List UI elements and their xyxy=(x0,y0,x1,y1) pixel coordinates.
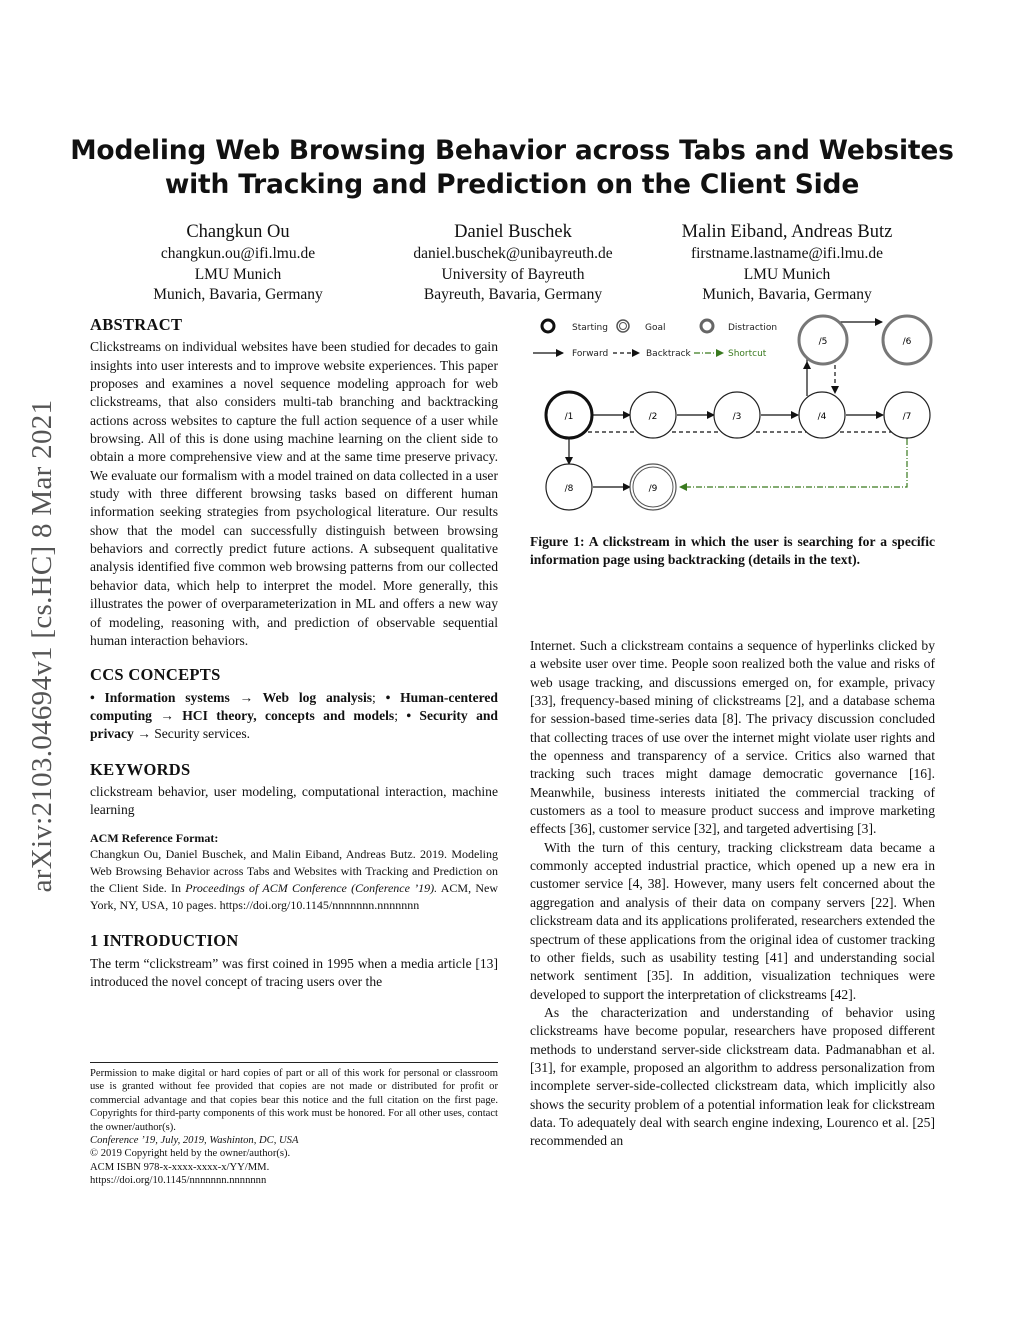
clickstream-diagram xyxy=(527,306,947,526)
node-label: /3 xyxy=(732,412,742,422)
figure-caption: Figure 1: A clickstream in which the user is searching for a specific information page using backtracking (details in the text). xyxy=(530,534,935,568)
node-1-starting xyxy=(546,392,592,438)
legend-shortcut-label: Shortcut xyxy=(728,349,767,359)
ccs-separator: ; xyxy=(394,707,407,723)
ccs-concepts xyxy=(90,689,498,744)
author-location: Munich, Bavaria, Germany xyxy=(702,286,872,303)
arxiv-identifier: arXiv:2103.04694v1 [cs.HC] 8 Mar 2021 xyxy=(26,399,58,893)
edge-shortcut-7-9 xyxy=(680,439,907,487)
legend-goal-inner xyxy=(620,323,627,330)
legend-forward-label: Forward xyxy=(572,349,609,359)
node-8 xyxy=(546,464,592,510)
abstract-heading: ABSTRACT xyxy=(90,315,183,334)
isbn-line: ACM ISBN 978-x-xxxx-xxxx-x/YY/MM. xyxy=(90,1161,270,1173)
node-3 xyxy=(714,392,760,438)
node-4 xyxy=(799,392,845,438)
introduction-text-left: The term “clickstream” was first coined in 1995 when a media article [13] introduced the novel concept of tracing users over the xyxy=(90,955,498,990)
node-label: /1 xyxy=(564,412,574,422)
ccs-separator: ; xyxy=(372,689,386,705)
node-label: /8 xyxy=(564,484,574,494)
copyright-footnote xyxy=(90,1062,498,1188)
ccs-concept-3: • Security and privacy → xyxy=(90,707,498,742)
legend-starting-symbol xyxy=(542,320,554,332)
legend-goal-symbol xyxy=(617,320,629,332)
acm-reference-heading: ACM Reference Format: xyxy=(90,830,219,845)
title-line-2: with Tracking and Prediction on the Client Side xyxy=(164,169,860,200)
node-label: /7 xyxy=(902,412,912,422)
ccs-concept-1: • Information systems → Web log analysis xyxy=(90,689,373,705)
author-name: Malin Eiband, Andreas Butz xyxy=(681,222,893,242)
author-location: Munich, Bavaria, Germany xyxy=(153,286,323,303)
author-affiliation: University of Bayreuth xyxy=(441,265,585,283)
author-email: changkun.ou@ifi.lmu.de xyxy=(160,245,316,262)
introduction-paragraph-3: As the characterization and understanding of behavior using clickstreams have become popular, researchers have proposed different methods to understand server-side clickstream data. Padmanabhan et al. [31], for example, proposed an algorithm to address personalization from incomplete server-side-collected clickstream data, which implicitly also shows the security problem of a potential information leak for clickstream data. To adequately deal with search engine indexing, Lourenco et al. [25] recommended an xyxy=(530,1004,935,1149)
permission-notice: Permission to make digital or hard copies of part or all of this work for personal or classroom use is granted without fee provided that copies are not made or distributed for profit or commercial advantage and that copies bear this notice and the full citation on the first page. Copyrights for third-party components of this work must be honored. For all other uses, contact the owner/author(s). xyxy=(90,1068,498,1133)
acm-reference xyxy=(90,830,498,914)
node-7 xyxy=(884,392,930,438)
introduction-paragraph-2: With the turn of this century, tracking clickstream data became a commonly accepted industrial practice, which opened up a new era in customer service [4, 38]. However, many users felt concerned about the aggregation and analysis of their data on company servers [22]. When clickstream data and its applications proliferated, researchers extended the spectrum of these applications from the original idea of customer tracking to other fields, such as usability testing [41] and understanding social network sentiment [35]. In addition, visualization techniques were developed to support the interpretation of clickstreams [42]. xyxy=(530,839,935,1002)
author-affiliation: LMU Munich xyxy=(194,265,282,283)
author-name: Changkun Ou xyxy=(186,222,290,242)
right-column xyxy=(530,637,935,1151)
node-label: /2 xyxy=(648,412,658,422)
node-9-goal xyxy=(630,464,676,510)
left-column xyxy=(90,316,498,992)
node-6-distraction xyxy=(883,316,931,364)
node-label: /9 xyxy=(648,484,658,494)
author-email: daniel.buschek@unibayreuth.de xyxy=(413,245,613,262)
ccs-concept-2: • Human-centered computing → HCI theory, concepts and models xyxy=(90,689,498,723)
legend-starting-label: Starting xyxy=(572,323,608,333)
introduction-heading: 1 INTRODUCTION xyxy=(90,930,239,950)
node-label: /5 xyxy=(818,337,828,347)
author-block-3 xyxy=(637,220,937,306)
acm-reference-part: Changkun Ou, Daniel Buschek, and Malin Eiband, Andreas Butz. 2019. Modeling Web Browsing Behavior across Tabs and Websites with Tracking and Prediction on the Client Side. In xyxy=(90,846,498,895)
legend-distraction-symbol xyxy=(701,320,713,332)
keywords-text: clickstream behavior, user modeling, computational interaction, machine learning xyxy=(90,783,498,818)
acm-reference-part: ACM, New York, NY, USA, 10 pages. https://doi.org/10.1145/nnnnnnn.nnnnnnn xyxy=(90,880,498,912)
ccs-heading: CCS CONCEPTS xyxy=(90,665,221,685)
legend-goal-label: Goal xyxy=(645,323,666,333)
node-label: /6 xyxy=(902,337,912,347)
author-block-1 xyxy=(88,220,388,306)
paper-title xyxy=(60,134,964,202)
ccs-concept-3-leaf: Security services. xyxy=(150,726,251,742)
node-label: /4 xyxy=(817,412,827,422)
title-line-1: Modeling Web Browsing Behavior across Tabs and Websites xyxy=(70,135,954,166)
doi-line: https://doi.org/10.1145/nnnnnnn.nnnnnnn xyxy=(90,1175,267,1187)
node-5-distraction xyxy=(799,316,847,364)
author-name: Daniel Buschek xyxy=(454,222,572,242)
author-block-2 xyxy=(363,220,663,306)
legend-backtrack-label: Backtrack xyxy=(646,349,691,359)
author-email: firstname.lastname@ifi.lmu.de xyxy=(690,245,884,262)
author-affiliation: LMU Munich xyxy=(743,265,831,283)
copyright-line: © 2019 Copyright held by the owner/author(s). xyxy=(90,1148,291,1160)
abstract-text: Clickstreams on individual websites have been studied for decades to gain insights into user interests and to improve website experiences. This paper proposes and examines a novel sequence modeling approach for web clickstreams, that also considers multi-tab branching and backtracking actions across websites to capture the full action sequence of a user while browsing. All of this is done using machine learning on the client side to obtain a more comprehensive view and at the same time preserve privacy. We evaluate our formalism with a model trained on data collected in a user study with three different browsing tasks based on different human information seeking strategies from psychological literature. Our results show that the model can successfully distinguish between browsing behaviors and correctly predict future actions. A subsequent qualitative analysis identified five common web browsing patterns from our collected behavior data, which help to interpret the model. More generally, this illustrates the power of overparameterization in ML and offers a new way of modeling, reasoning with, and prediction of observable sequential human interaction behaviors. xyxy=(90,339,498,648)
acm-reference-text xyxy=(90,846,498,914)
keywords-heading: KEYWORDS xyxy=(90,759,191,779)
node-2 xyxy=(630,392,676,438)
legend-distraction-label: Distraction xyxy=(728,323,778,333)
author-location: Bayreuth, Bavaria, Germany xyxy=(423,286,603,303)
conference-info: Conference ’19, July, 2019, Washinton, DC, USA xyxy=(90,1135,299,1147)
introduction-paragraph-1: Internet. Such a clickstream contains a sequence of hyperlinks clicked by a website user over time. People soon realized both the value and risks of web usage tracking, and discussions emerged on, for example, privacy [33], frequency-based mining of clickstreams [2], and a database schema for session-based time-series data [8]. The privacy discussion concluded that collecting traces of use over the internet might violate user rights and the openness and transparency of a service. Critics also warned that tracking such traces might damage democratic governance [16]. Meanwhile, business interests initiated the commercial tracking of customers as a tool to measure product success and improve marketing effects [36], customer service [32], and targeted advertising [3]. xyxy=(530,638,935,837)
acm-reference-venue: Proceedings of ACM Conference (Conference ’19). xyxy=(185,880,438,895)
